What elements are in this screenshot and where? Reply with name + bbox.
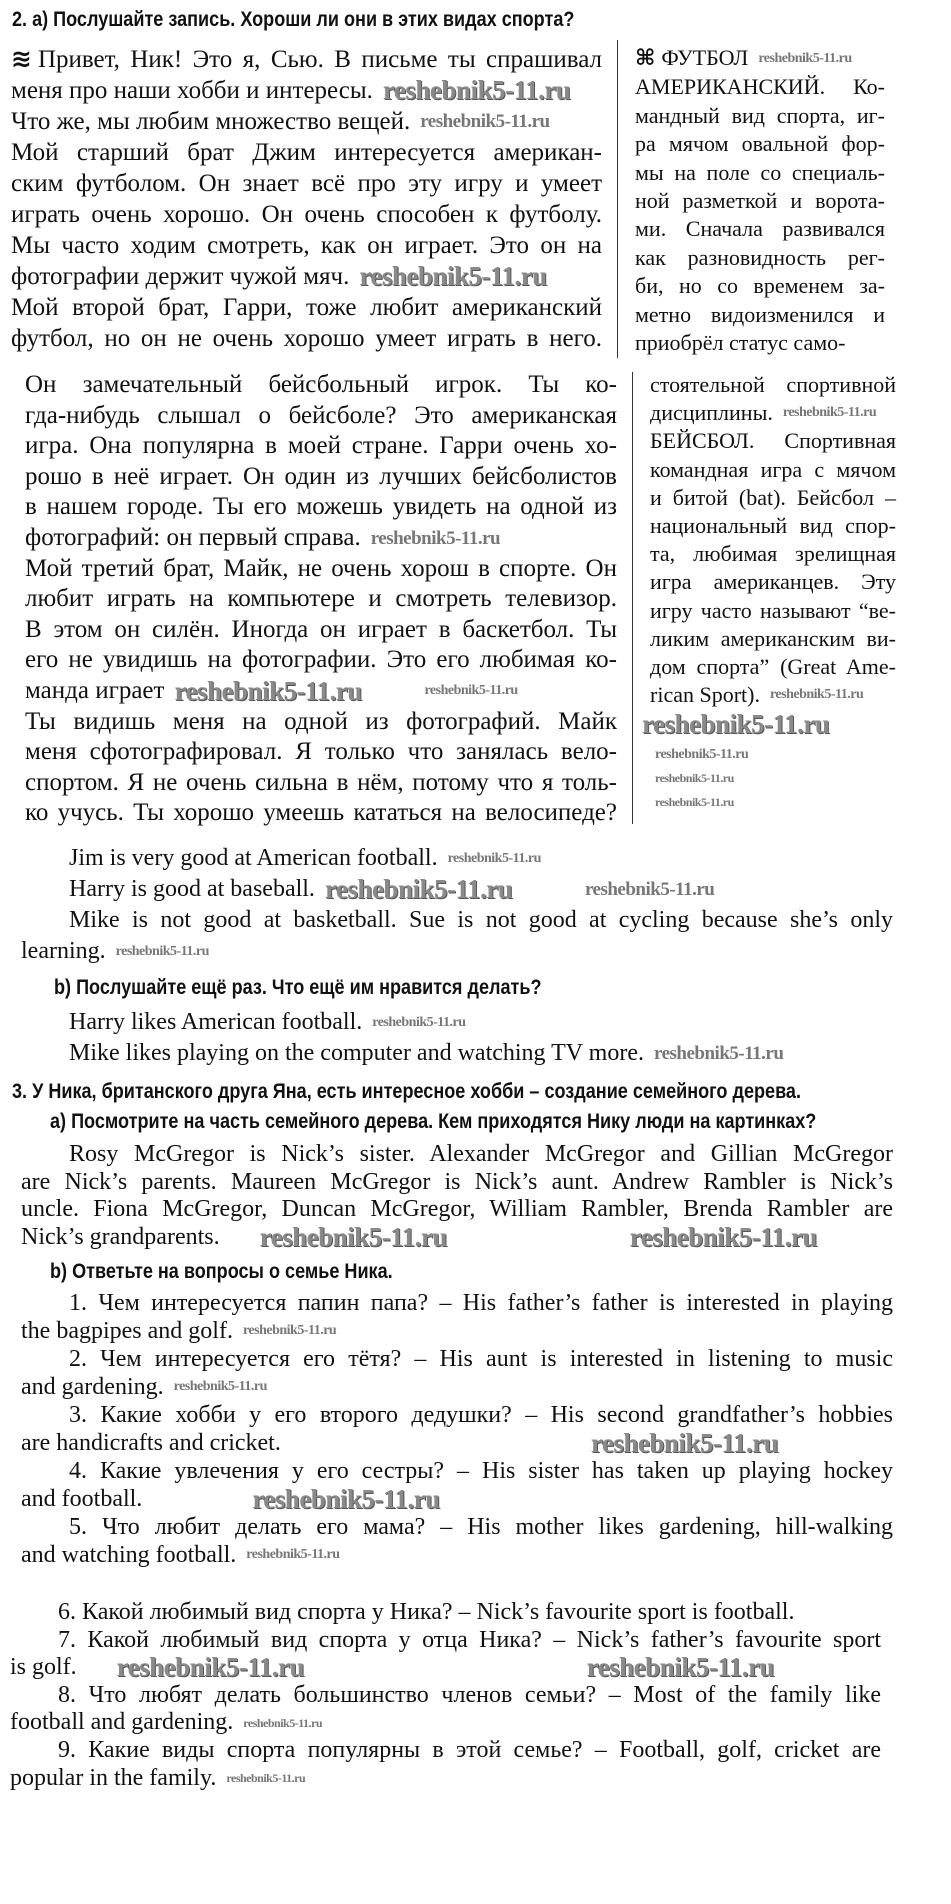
- line-text: 8. Что любят делать большинство членов семьи? – Most of the family like: [58, 1681, 881, 1708]
- line-text: is golf.: [10, 1654, 77, 1681]
- line-content: [11, 230, 602, 261]
- text-line: [635, 102, 885, 130]
- line-text: любит играть на компьютере и смотреть телевизор.: [25, 585, 617, 613]
- line-text: командная игра с мячом: [650, 456, 896, 482]
- text-line: [25, 707, 617, 738]
- line-text: В этом он силён. Иногда он играет в баскетбол. Ты: [25, 615, 617, 643]
- line-text: Что же, мы любим множество вещей.: [11, 108, 411, 135]
- line-content: [69, 1038, 644, 1069]
- text-line: [25, 615, 617, 646]
- line-text: в нашем городе. Ты его можешь увидеть на одной из: [25, 493, 617, 521]
- line-content: [650, 625, 896, 653]
- line-content: [25, 798, 617, 829]
- text-line: [650, 456, 896, 484]
- line-text: национальный вид спор-: [650, 513, 896, 539]
- line-content: [650, 427, 896, 455]
- line-content: [650, 512, 896, 540]
- line-text: Ты видишь меня на одной из фотографий. Майк: [25, 707, 617, 735]
- column-divider: [617, 40, 618, 358]
- line-text: 6. Какой любимый вид спорта у Ника? – Nick’s favourite sport is football.: [58, 1599, 795, 1625]
- watermark: reshebnik5-11.ru: [424, 683, 518, 699]
- text-line: [21, 1317, 893, 1345]
- line-text: and football.: [21, 1486, 143, 1512]
- line-content: [635, 187, 885, 215]
- text-line: [11, 43, 602, 75]
- line-content: [58, 1737, 881, 1765]
- watermark: reshebnik5-11.ru: [420, 111, 550, 132]
- text-line: [21, 1373, 893, 1401]
- watermark: reshebnik5-11.ru: [242, 1323, 337, 1338]
- line-text: rican Sport).: [650, 682, 760, 708]
- line-text: меня сфотографировал. Я только что занялась вело-: [25, 738, 617, 766]
- line-text: 5. Что любит делать его мама? – His mother likes gardening, hill-walking: [69, 1514, 893, 1540]
- text-line: [25, 370, 617, 401]
- line-text: мы на поле со специаль-: [635, 159, 885, 185]
- letter-part-2: [25, 370, 617, 829]
- watermark: reshebnik5-11.ru: [655, 747, 749, 762]
- text-line: [21, 1401, 893, 1429]
- line-text: манда играет: [25, 676, 165, 704]
- text-line: [21, 1457, 893, 1485]
- line-text: Mike is not good at basketball. Sue is not good at cycling because she’s only: [69, 907, 893, 933]
- line-text: мандный вид спорта, иг-: [635, 102, 885, 128]
- line-text: ко учусь. Ты хорошо умеешь кататься на велосипеде?: [25, 799, 617, 827]
- line-content: [635, 244, 885, 272]
- line-content: [10, 1654, 77, 1682]
- line-content: [11, 168, 602, 199]
- text-line: [25, 431, 617, 462]
- line-text: играть очень хорошо. Он очень способен к футболу.: [11, 201, 602, 228]
- watermark: reshebnik5-11.ru: [226, 1771, 306, 1786]
- line-text: football and gardening.: [10, 1709, 234, 1736]
- line-content: [635, 130, 885, 158]
- watermark: reshebnik5-11.ru: [769, 687, 864, 703]
- line-content: [635, 301, 885, 329]
- text-line: [635, 272, 885, 300]
- line-content: [58, 1682, 881, 1710]
- text-line: [650, 512, 896, 540]
- text-line: [11, 168, 602, 199]
- watermark: reshebnik5-11.ru: [447, 850, 541, 866]
- watermark: reshebnik5-11.ru: [782, 405, 877, 421]
- text-line: [635, 159, 885, 187]
- watermark: reshebnik5-11.ru: [243, 1716, 323, 1731]
- line-text: и битой (bat). Бейсбол –: [650, 484, 896, 510]
- line-text: Nick’s grandparents.: [21, 1224, 220, 1251]
- text-line: [635, 329, 885, 357]
- line-content: [650, 540, 896, 568]
- text-line: [25, 798, 617, 829]
- line-text: как разновидность рег-: [635, 244, 885, 270]
- line-content: [25, 584, 617, 615]
- text-line: [25, 554, 617, 585]
- line-text: the bagpipes and golf.: [21, 1318, 233, 1344]
- watermark: reshebnik5-11.ru: [246, 1547, 340, 1562]
- line-text: are Nick’s parents. Maureen McGregor is Nick’s aunt. Andrew Rambler is Nick’s: [21, 1168, 893, 1195]
- line-content: [635, 73, 885, 101]
- line-text: дисциплины.: [650, 400, 773, 426]
- watermark: reshebnik5-11.ru: [586, 1652, 774, 1683]
- text-line: [25, 523, 617, 554]
- text-line: [650, 597, 896, 625]
- line-text: 7. Какой любимый вид спорта у отца Ника? – Nick’s father’s favourite sport: [58, 1626, 881, 1653]
- text-line: [11, 292, 602, 323]
- line-content: [11, 323, 602, 354]
- task-3-heading: 3. У Ника, британского друга Яна, есть интересное хобби – создание семейного дерева.: [12, 1080, 801, 1103]
- text-line: [635, 187, 885, 215]
- line-content: [25, 370, 617, 401]
- line-content: [25, 707, 617, 738]
- line-content: [25, 462, 617, 493]
- line-content: [69, 905, 893, 936]
- text-line: [650, 371, 896, 399]
- command-icon: ⌘: [635, 46, 656, 71]
- info-baseball: [650, 371, 896, 709]
- line-text: би, но со временем за-: [635, 273, 885, 299]
- line-content: [25, 492, 617, 523]
- line-content: [25, 401, 617, 432]
- line-text: игра американцев. Эту: [650, 569, 896, 595]
- text-line: [650, 568, 896, 596]
- text-line: [25, 768, 617, 799]
- text-line: [21, 1289, 893, 1317]
- line-text: дом спорта” (Great Ame-: [650, 654, 896, 680]
- line-content: [650, 681, 760, 709]
- text-line: [25, 584, 617, 615]
- line-content: [21, 936, 106, 967]
- text-line: [21, 1513, 893, 1541]
- line-text: фотографий: он первый справа.: [25, 523, 361, 551]
- line-text: 1. Чем интересуется папин папа? – His father’s father is interested in playing: [69, 1290, 893, 1316]
- text-line: [635, 215, 885, 243]
- line-text: Jim is very good at American football.: [69, 845, 438, 871]
- line-text: рошо в неё играет. Он один из лучших бейсболистов: [25, 462, 617, 490]
- line-text: БЕЙСБОЛ. Спортивная: [650, 428, 896, 454]
- line-content: [69, 1513, 893, 1541]
- text-line: [635, 301, 885, 329]
- line-text: and gardening.: [21, 1374, 164, 1400]
- line-text: Привет, Ник! Это я, Сью. В письме ты спрашивал: [37, 46, 602, 73]
- line-text: метно видоизменился и: [635, 301, 885, 327]
- text-line: [10, 1737, 881, 1765]
- line-content: [11, 43, 602, 75]
- column-divider: [632, 372, 633, 824]
- text-line: [21, 905, 893, 936]
- watermark: reshebnik5-11.ru: [252, 1483, 440, 1514]
- line-text: 3. Какие хобби у его второго дедушки? – His second grandfather’s hobbies: [69, 1402, 893, 1428]
- line-content: [635, 159, 885, 187]
- line-text: ми. Сначала развивался: [635, 216, 885, 242]
- line-text: спортом. Я не очень сильна в нём, потому что я толь-: [25, 768, 617, 796]
- watermark: reshebnik5-11.ru: [259, 1222, 447, 1253]
- text-line: [25, 462, 617, 493]
- text-line: [21, 1485, 893, 1513]
- line-text: Мой старший брат Джим интересуется американ-: [11, 139, 602, 166]
- line-content: [25, 676, 164, 707]
- line-text: uncle. Fiona McGregor, Duncan McGregor, William Rambler, Brenda Rambler are: [21, 1196, 893, 1223]
- line-text: 2. Чем интересуется его тётя? – His aunt is interested in listening to music: [69, 1346, 893, 1372]
- line-content: [635, 329, 845, 357]
- line-content: [650, 456, 896, 484]
- task-2b-heading: b) Послушайте ещё раз. Что ещё им нравится делать?: [54, 976, 542, 999]
- line-content: [25, 554, 617, 585]
- line-content: [11, 261, 349, 292]
- line-text: фотографии держит чужой мяч.: [11, 263, 350, 290]
- line-text: футбол, но он не очень хорошо умеет играть в него.: [11, 325, 602, 352]
- line-content: [25, 523, 361, 554]
- watermark: reshebnik5-11.ru: [758, 50, 852, 66]
- line-text: гда-нибудь слышал о бейсболе? Это американская: [25, 401, 617, 429]
- line-content: [21, 1224, 220, 1252]
- text-line: [635, 73, 885, 101]
- text-line: [21, 1141, 893, 1169]
- line-content: [21, 1169, 893, 1197]
- line-content: [635, 215, 885, 243]
- watermark: reshebnik5-11.ru: [324, 874, 513, 904]
- line-text: меня про наши хобби и интересы.: [11, 77, 373, 104]
- line-content: [58, 1599, 794, 1627]
- text-line: [650, 625, 896, 653]
- line-content: [69, 1401, 893, 1429]
- line-content: [21, 1373, 164, 1401]
- text-line: [650, 427, 896, 455]
- line-content: [11, 137, 602, 168]
- line-text: ликим американским ви-: [650, 625, 896, 651]
- text-line: [650, 540, 896, 568]
- line-content: [69, 1007, 362, 1038]
- line-text: игра. Она популярна в моей стране. Гарри очень хо-: [25, 432, 617, 460]
- watermark: reshebnik5-11.ru: [116, 1652, 304, 1683]
- line-text: приобрёл статус само-: [635, 330, 846, 356]
- line-content: [650, 484, 896, 512]
- line-text: Он замечательный бейсбольный игрок. Ты ко-: [25, 371, 617, 398]
- line-content: [10, 1765, 216, 1793]
- line-content: [69, 1141, 893, 1169]
- text-line: [650, 653, 896, 681]
- watermark: reshebnik5-11.ru: [359, 261, 547, 291]
- line-text: learning.: [21, 938, 106, 964]
- line-content: [635, 102, 885, 130]
- line-content: [69, 1345, 893, 1373]
- line-text: Rosy McGregor is Nick’s sister. Alexander McGregor and Gillian McGregor: [69, 1141, 893, 1167]
- text-line: [11, 323, 602, 354]
- text-line: [25, 401, 617, 432]
- line-text: Мой третий брат, Майк, не очень хорош в спорте. Он: [25, 554, 617, 582]
- watermark: reshebnik5-11.ru: [629, 1222, 817, 1253]
- text-line: [10, 1682, 881, 1710]
- line-text: Мы часто ходим смотреть, как он играет. Это он на: [11, 232, 602, 259]
- watermark: reshebnik5-11.ru: [370, 527, 501, 549]
- line-text: ским футболом. Он знает всё про эту игру и умеет: [11, 170, 602, 197]
- line-content: [69, 1289, 893, 1317]
- text-line: [21, 1169, 893, 1197]
- watermark: reshebnik5-11.ru: [115, 943, 209, 959]
- answers-3b-6-9: [10, 1599, 881, 1792]
- text-line: [25, 492, 617, 523]
- task-3b-heading: b) Ответьте на вопросы о семье Ника.: [50, 1260, 393, 1283]
- watermark: reshebnik5-11.ru: [654, 1043, 784, 1064]
- line-text: Мой второй брат, Гарри, тоже любит американский: [11, 294, 602, 321]
- text-line: [11, 137, 602, 168]
- line-content: [25, 645, 617, 676]
- line-text: and watching football.: [21, 1542, 237, 1568]
- line-content: [650, 653, 896, 681]
- line-text: АМЕРИКАНСКИЙ. Ко-: [635, 74, 885, 100]
- line-text: 9. Какие виды спорта популярны в этой семье? – Football, golf, cricket are: [58, 1736, 881, 1763]
- line-content: [11, 75, 373, 106]
- line-text: Harry is good at baseball.: [69, 876, 315, 902]
- line-text: Mike likes playing on the computer and watching TV more.: [69, 1040, 644, 1066]
- line-text: ФУТБОЛ: [661, 45, 749, 70]
- line-content: [69, 843, 438, 874]
- line-content: [25, 737, 617, 768]
- line-text: ра мячом овальной фор-: [635, 131, 885, 157]
- line-content: [58, 1627, 881, 1655]
- text-line: [21, 1196, 893, 1224]
- line-content: [650, 371, 896, 399]
- line-content: [69, 1457, 893, 1485]
- watermark: reshebnik5-11.ru: [590, 1427, 779, 1458]
- line-text: are handicrafts and cricket.: [21, 1430, 281, 1456]
- watermark: reshebnik5-11.ru: [655, 771, 734, 785]
- text-line: [10, 1709, 881, 1737]
- watermark: reshebnik5-11.ru: [173, 1379, 267, 1394]
- line-content: [650, 399, 773, 427]
- watermark: reshebnik5-11.ru: [382, 75, 571, 105]
- watermark: reshebnik5-11.ru: [584, 879, 715, 900]
- task-2-heading: 2. а) Послушайте запись. Хороши ли они в этих видах спорта?: [12, 8, 575, 31]
- line-content: [25, 431, 617, 462]
- line-text: ной разметкой и ворота-: [635, 188, 885, 214]
- line-text: его не увидишь на фотографии. Это его любимая ко-: [25, 646, 617, 674]
- line-content: [11, 292, 602, 323]
- line-content: [635, 272, 885, 300]
- text-line: [11, 230, 602, 261]
- line-text: 4. Какие увлечения у его сестры? – His sister has taken up playing hockey: [69, 1458, 893, 1484]
- text-line: [10, 1627, 881, 1655]
- text-line: [11, 199, 602, 230]
- text-line: [10, 1765, 881, 1793]
- watermark: reshebnik5-11.ru: [642, 709, 830, 739]
- line-content: [25, 615, 617, 646]
- text-line: [10, 1599, 881, 1627]
- line-text: стоятельной спортивной: [650, 372, 896, 397]
- text-line: [635, 130, 885, 158]
- watermark: reshebnik5-11.ru: [655, 795, 734, 809]
- line-content: [11, 106, 410, 137]
- watermark: reshebnik5-11.ru: [174, 675, 362, 706]
- watermark: reshebnik5-11.ru: [372, 1014, 466, 1030]
- text-line: [21, 1541, 893, 1569]
- text-line: [635, 244, 885, 272]
- text-line: [25, 737, 617, 768]
- task-3a-heading: а) Посмотрите на часть семейного дерева. Кем приходятся Нику люди на картинках?: [50, 1110, 817, 1133]
- line-text: та, любимая зрелищная: [650, 541, 896, 567]
- text-line: [21, 1345, 893, 1373]
- line-content: [21, 1541, 236, 1569]
- line-content: [21, 1485, 142, 1513]
- line-content: [11, 199, 602, 230]
- line-content: [69, 874, 315, 905]
- line-content: [25, 768, 617, 799]
- audio-icon: ≋: [11, 44, 32, 73]
- line-content: [650, 568, 896, 596]
- info-american-football: [635, 44, 885, 357]
- line-content: [21, 1196, 893, 1224]
- line-text: Harry likes American football.: [69, 1009, 363, 1035]
- text-line: [650, 484, 896, 512]
- line-content: [10, 1709, 233, 1737]
- line-text: игру часто называют “ве-: [650, 597, 896, 623]
- line-content: [635, 44, 748, 73]
- line-content: [21, 1429, 281, 1457]
- line-text: popular in the family.: [10, 1764, 217, 1791]
- line-content: [650, 597, 896, 625]
- text-line: [25, 645, 617, 676]
- line-content: [21, 1317, 233, 1345]
